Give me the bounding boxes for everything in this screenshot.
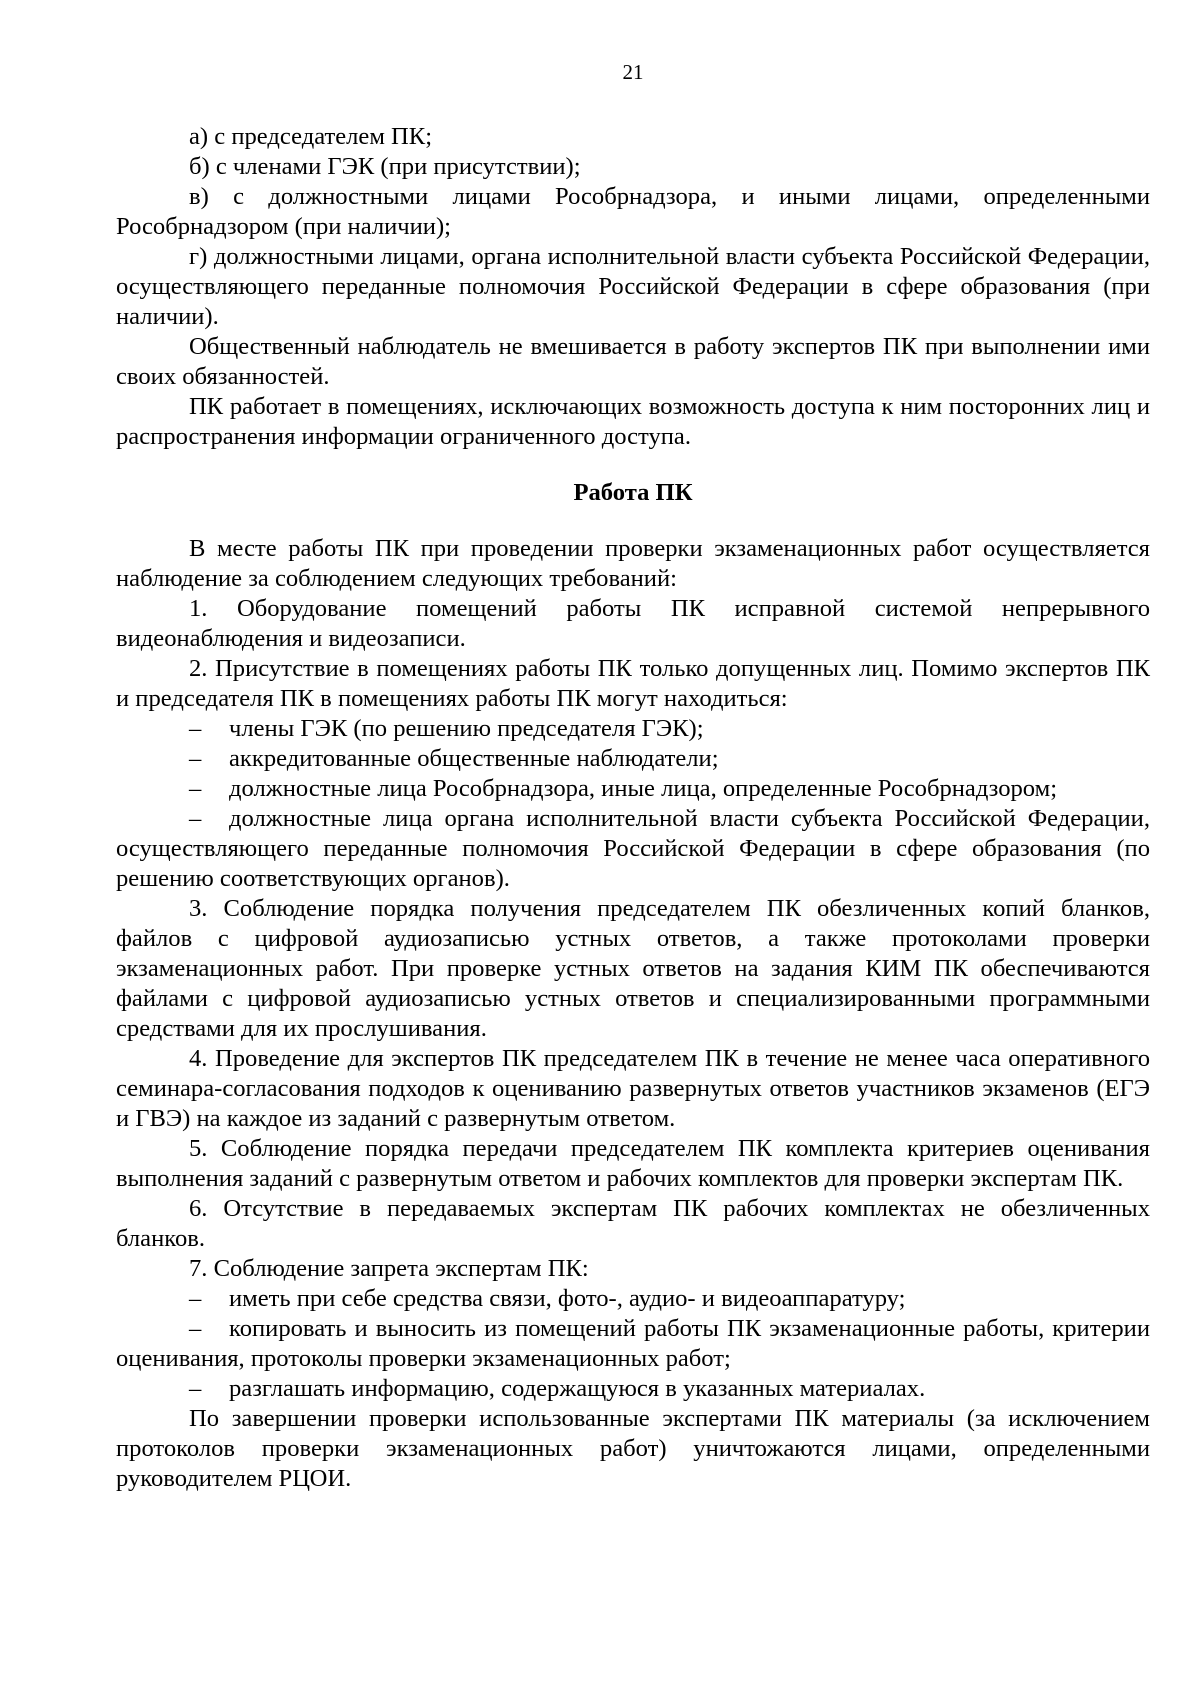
intro-item-c: в) с должностными лицами Рособрнадзора, и иными лицами, определенными Рособрнадзором (при наличии); — [116, 183, 1150, 240]
section-heading: Работа ПК — [573, 479, 693, 506]
intro-item-d: г) должностными лицами, органа исполнительной власти субъекта Российской Федерации, осуществляющего переданные полномочия Российской Федерации в сфере образования (при наличии). — [116, 243, 1150, 330]
requirement-2-list-item — [116, 804, 1150, 894]
requirement-2: 2. Присутствие в помещениях работы ПК только допущенных лиц. Помимо экспертов ПК и председателя ПК в помещениях работы ПК могут находиться: — [116, 655, 1150, 712]
dash-marker: – — [189, 805, 202, 832]
list-item-text: иметь при себе средства связи, фото-, аудио- и видеоаппаратуру; — [229, 1285, 906, 1312]
dash-marker: – — [189, 775, 202, 802]
spacer — [116, 452, 1150, 478]
list-item-text: должностные лица органа исполнительной власти субъекта Российской Федерации, осуществляющего переданные полномочия Российской Федерации в сфере образования (по решению соответствующих органов). — [116, 805, 1150, 892]
dash-marker: – — [189, 1375, 202, 1402]
list-item-text: копировать и выносить из помещений работы ПК экзаменационные работы, критерии оценивания, протоколы проверки экзаменационных работ; — [116, 1315, 1150, 1372]
list-item-text: разглашать информацию, содержащуюся в указанных материалах. — [229, 1375, 926, 1402]
list-item-text: должностные лица Рособрнадзора, иные лица, определенные Рособрнадзором; — [229, 775, 1058, 802]
dash-marker: – — [189, 1285, 202, 1312]
intro-item-b: б) с членами ГЭК (при присутствии); — [189, 153, 581, 180]
spacer — [116, 508, 1150, 534]
intro-item-a: а) с председателем ПК; — [189, 123, 433, 150]
list-item-text: аккредитованные общественные наблюдатели; — [229, 745, 719, 772]
requirement-6: 6. Отсутствие в передаваемых экспертам ПК рабочих комплектах не обезличенных бланков. — [116, 1195, 1150, 1252]
requirement-2-list-item — [116, 744, 1150, 774]
requirement-7-list-item — [116, 1374, 1150, 1404]
requirement-7-list-item — [116, 1314, 1150, 1374]
observer-note: Общественный наблюдатель не вмешивается в работу экспертов ПК при выполнении ими своих обязанностей. — [116, 333, 1150, 390]
requirement-5: 5. Соблюдение порядка передачи председателем ПК комплекта критериев оценивания выполнения заданий с развернутым ответом и рабочих комплектов для проверки экспертам ПК. — [116, 1135, 1150, 1192]
requirement-3: 3. Соблюдение порядка получения председателем ПК обезличенных копий бланков, файлов с цифровой аудиозаписью устных ответов, а также протоколами проверки экзаменационных работ. При проверке устных ответов на задания КИМ ПК обеспечиваются файлами с цифровой аудиозаписью устных ответов и специализированными программными средствами для их прослушивания. — [116, 895, 1150, 1042]
page-number: 21 — [622, 60, 644, 84]
dash-marker: – — [189, 745, 202, 772]
requirement-1: 1. Оборудование помещений работы ПК исправной системой непрерывного видеонаблюдения и видеозаписи. — [116, 595, 1150, 652]
page-content — [116, 122, 1150, 1494]
requirement-2-list-item — [116, 774, 1150, 804]
section-intro: В месте работы ПК при проведении проверки экзаменационных работ осуществляется наблюдение за соблюдением следующих требований: — [116, 535, 1150, 592]
requirement-4: 4. Проведение для экспертов ПК председателем ПК в течение не менее часа оперативного семинара-согласования подходов к оцениванию развернутых ответов участников экзаменов (ЕГЭ и ГВЭ) на каждое из заданий с развернутым ответом. — [116, 1045, 1150, 1132]
requirement-7-list-item — [116, 1284, 1150, 1314]
requirement-7: 7. Соблюдение запрета экспертам ПК: — [189, 1255, 589, 1282]
premises-note: ПК работает в помещениях, исключающих возможность доступа к ним посторонних лиц и распространения информации ограниченного доступа. — [116, 393, 1150, 450]
dash-marker: – — [189, 715, 202, 742]
dash-marker: – — [189, 1315, 202, 1342]
requirement-2-list-item — [116, 714, 1150, 744]
closing-paragraph: По завершении проверки использованные экспертами ПК материалы (за исключением протоколов проверки экзаменационных работ) уничтожаются лицами, определенными руководителем РЦОИ. — [116, 1405, 1150, 1492]
list-item-text: члены ГЭК (по решению председателя ГЭК); — [229, 715, 704, 742]
